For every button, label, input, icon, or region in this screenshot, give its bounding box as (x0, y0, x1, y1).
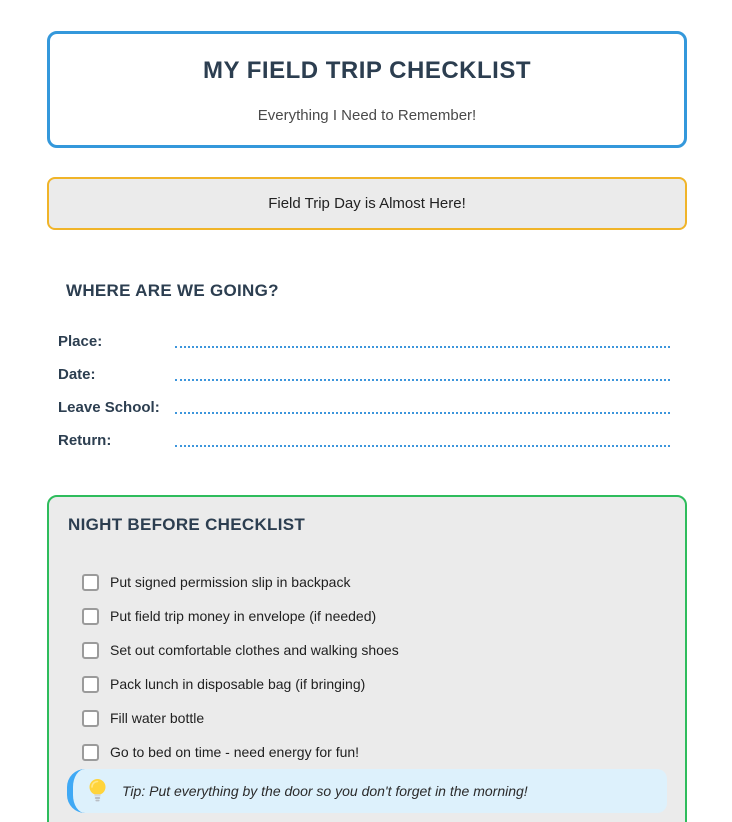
fill-in-line (175, 379, 670, 381)
page-title: MY FIELD TRIP CHECKLIST (203, 57, 531, 84)
checklist-item[interactable] (67, 667, 667, 701)
field-row (58, 325, 687, 358)
checkbox[interactable] (82, 710, 99, 727)
checklist-item-label: Pack lunch in disposable bag (if bringing) (110, 676, 366, 692)
fill-in-line (175, 346, 670, 348)
night-checklist-heading: NIGHT BEFORE CHECKLIST (68, 515, 306, 534)
checklist-item-label: Put field trip money in envelope (if needed) (110, 608, 377, 624)
announcement-text: Field Trip Day is Almost Here! (268, 195, 466, 212)
page-subtitle: Everything I Need to Remember! (257, 107, 477, 124)
field-row (58, 391, 687, 424)
field-label: Place: (58, 333, 103, 350)
checklist-item[interactable] (67, 565, 667, 599)
checklist-item-label: Put signed permission slip in backpack (110, 574, 351, 590)
header-card (47, 31, 687, 148)
field-label: Date: (58, 366, 96, 383)
tip-callout (67, 769, 667, 813)
checkbox[interactable] (82, 608, 99, 625)
field-row (58, 358, 687, 391)
field-label: Leave School: (58, 399, 160, 416)
lightbulb-icon (88, 778, 107, 804)
checkbox[interactable] (82, 642, 99, 659)
field-label: Return: (58, 432, 112, 449)
fill-in-line (175, 445, 670, 447)
fill-in-line (175, 412, 670, 414)
trip-info-fields (47, 325, 687, 457)
where-heading: WHERE ARE WE GOING? (66, 281, 279, 300)
field-row (58, 424, 687, 457)
checklist-item[interactable] (67, 735, 667, 769)
checkbox[interactable] (82, 574, 99, 591)
announcement-banner (47, 177, 687, 230)
checkbox[interactable] (82, 676, 99, 693)
checklist-item-label: Set out comfortable clothes and walking shoes (110, 642, 399, 658)
night-checklist (67, 565, 667, 769)
checklist-item-label: Go to bed on time - need energy for fun! (110, 744, 360, 760)
night-before-checklist-card (47, 495, 687, 822)
tip-text: Tip: Put everything by the door so you don't forget in the morning! (122, 783, 528, 799)
checklist-item-label: Fill water bottle (110, 710, 205, 726)
checkbox[interactable] (82, 744, 99, 761)
where-section (47, 281, 687, 457)
checklist-item[interactable] (67, 633, 667, 667)
checklist-item[interactable] (67, 701, 667, 735)
checklist-item[interactable] (67, 599, 667, 633)
